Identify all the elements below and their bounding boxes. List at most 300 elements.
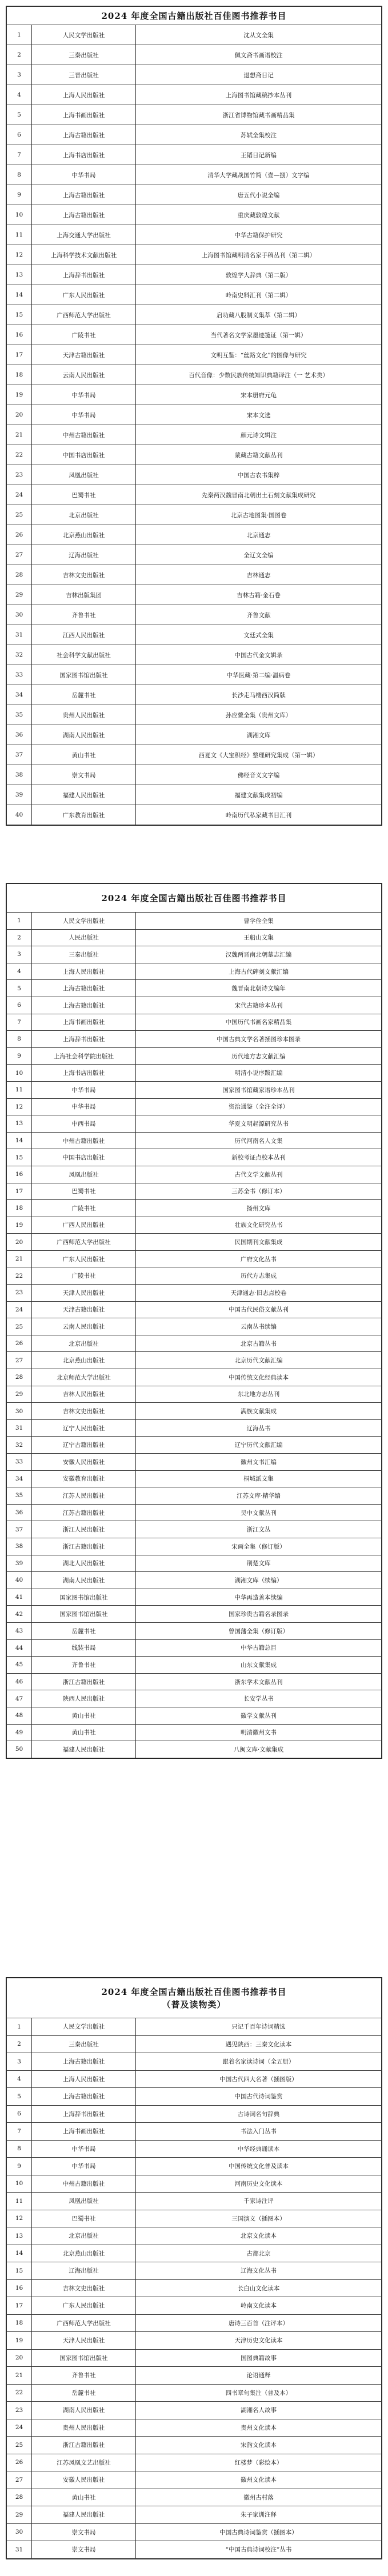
book-title-cell: 颜元诗文辑注 (136, 425, 382, 445)
row-number: 3 (7, 946, 32, 963)
book-title-cell: 佛经音义文字编 (136, 765, 382, 785)
publisher-cell: 北京出版社 (32, 1335, 136, 1352)
publisher-cell: 广西师范大学出版社 (32, 305, 136, 325)
book-title-cell: 中华经典诵读本 (136, 2140, 382, 2158)
book-title-cell: 书法入门丛书 (136, 2123, 382, 2141)
row-number: 22 (7, 2384, 32, 2402)
publisher-cell: 辽宁古籍出版社 (32, 1437, 136, 1454)
publisher-cell: 辽宁人民出版社 (32, 1419, 136, 1437)
publisher-cell: 三秦出版社 (32, 2035, 136, 2053)
book-title-cell: 辽海文化丛书 (136, 2262, 382, 2280)
table-row (7, 1318, 382, 1335)
book-title-cell: 上海图书馆藏明清名家手稿丛刊（第二辑） (136, 245, 382, 265)
book-title-cell: 百代音像：少数民族传统知识典籍译注（一 艺术类） (136, 365, 382, 385)
publisher-cell: 浙江古籍出版社 (32, 1673, 136, 1690)
publisher-cell: 上海古籍出版社 (32, 2053, 136, 2071)
table-row (7, 505, 382, 525)
book-title-cell: 退想斋日记 (136, 65, 382, 85)
table-row (7, 2454, 382, 2471)
table-row (7, 145, 382, 165)
table-row (7, 545, 382, 565)
table-row (7, 2053, 382, 2071)
book-title-cell: 八闽文库·文献集成 (136, 1741, 382, 1758)
row-number: 7 (7, 145, 32, 165)
publisher-cell: 黄山书社 (32, 1724, 136, 1741)
table-row (7, 645, 382, 665)
publisher-cell: 上海人民出版社 (32, 963, 136, 980)
publisher-cell: 广陵书社 (32, 325, 136, 345)
table-subtitle: （普及读物类） (162, 1999, 226, 2010)
table-row (7, 1098, 382, 1115)
row-number: 23 (7, 1285, 32, 1302)
publisher-cell: 吉林文史出版社 (32, 2279, 136, 2297)
publisher-cell: 湖南人民出版社 (32, 2402, 136, 2419)
publisher-cell: 吉林文史出版社 (32, 565, 136, 585)
table-row (7, 605, 382, 625)
publisher-cell: 中西书局 (32, 1115, 136, 1133)
table-row (7, 2279, 382, 2297)
book-title-cell: 中国传统文化普及读本 (136, 2158, 382, 2175)
book-title-cell: 北京古籍丛书 (136, 1335, 382, 1352)
book-title-cell: 汉魏两晋南北朝墓志汇编 (136, 946, 382, 963)
book-title-cell: 壮族文化研究丛书 (136, 1217, 382, 1234)
book-title-cell: 吉林古籍·金石卷 (136, 585, 382, 605)
book-title-cell: 中国古典诗词鉴赏（插图本） (136, 2523, 382, 2541)
row-number: 40 (7, 805, 32, 825)
publisher-cell: 江西人民出版社 (32, 625, 136, 645)
table-row (7, 1724, 382, 1741)
publisher-cell: 黄山书社 (32, 1707, 136, 1724)
publisher-cell: 崇文书局 (32, 765, 136, 785)
publisher-cell: 陕西人民出版社 (32, 1690, 136, 1707)
row-number: 5 (7, 980, 32, 997)
publisher-cell: 吉林文史出版社 (32, 1403, 136, 1420)
table-row (7, 185, 382, 205)
book-title-cell: 苏轼全集校注 (136, 125, 382, 145)
publisher-cell: 上海科学技术文献出版社 (32, 245, 136, 265)
book-title-cell: 国家珍贵古籍名录图录 (136, 1606, 382, 1623)
table-row (7, 165, 382, 185)
table-row (7, 405, 382, 425)
table-row (7, 1657, 382, 1674)
row-number: 10 (7, 1065, 32, 1082)
table-row (7, 1437, 382, 1454)
publisher-cell: 北京燕山出版社 (32, 2245, 136, 2262)
row-number: 8 (7, 1031, 32, 1048)
row-number: 16 (7, 2279, 32, 2297)
publisher-cell: 三晋出版社 (32, 65, 136, 85)
table-row (7, 1200, 382, 1217)
table-row (7, 2140, 382, 2158)
book-title-cell: 江苏文库·精华编 (136, 1487, 382, 1505)
row-number: 28 (7, 1369, 32, 1386)
publisher-cell: 天津古籍出版社 (32, 345, 136, 365)
table-title: 2024 年度全国古籍出版社百佳图书推荐书目 (7, 884, 382, 913)
table-row (7, 1285, 382, 1302)
publisher-cell: 国家图书馆出版社 (32, 1589, 136, 1606)
publisher-cell: 云南人民出版社 (32, 1318, 136, 1335)
book-title-cell: 孙应鳌全集（贵州文库） (136, 705, 382, 725)
publisher-cell: 中华书局 (32, 165, 136, 185)
book-title-cell: 四书章句集注（普及本） (136, 2384, 382, 2402)
publisher-cell: 岳麓书社 (32, 2384, 136, 2402)
book-title-cell: 历代河南名人文集 (136, 1132, 382, 1149)
table-row (7, 45, 382, 65)
row-number: 26 (7, 2454, 32, 2471)
book-title-cell: 当代著名文学家墨迹笺证（第一辑） (136, 325, 382, 345)
title-row (7, 1978, 382, 2018)
book-title-cell: 古都北京 (136, 2245, 382, 2262)
book-title-cell: 新校考证点校本丛刊 (136, 1149, 382, 1166)
table-row (7, 1166, 382, 1183)
table-row (7, 65, 382, 85)
row-number: 14 (7, 285, 32, 305)
table-title-cell (7, 1978, 382, 2018)
row-number: 5 (7, 105, 32, 125)
row-number: 12 (7, 245, 32, 265)
table-row (7, 2158, 382, 2175)
title-row (7, 884, 382, 913)
row-number: 18 (7, 365, 32, 385)
publisher-cell: 中华书局 (32, 1098, 136, 1115)
row-number: 6 (7, 2105, 32, 2123)
publisher-cell: 广东人民出版社 (32, 285, 136, 305)
table-row (7, 2523, 382, 2541)
table-row (7, 1521, 382, 1538)
table-row (7, 525, 382, 545)
publisher-cell: 崇文书局 (32, 2541, 136, 2559)
book-title-cell: 重庆藏敦煌文献 (136, 205, 382, 225)
table-row (7, 2227, 382, 2245)
publisher-cell: 黄山书社 (32, 745, 136, 765)
book-title-cell: 跟着名家读诗词（全五册） (136, 2053, 382, 2071)
row-number: 14 (7, 1132, 32, 1149)
row-number: 24 (7, 1301, 32, 1318)
book-list-table (6, 1978, 382, 2559)
publisher-cell: 中华书局 (32, 385, 136, 405)
publisher-cell: 江苏人民出版社 (32, 1487, 136, 1505)
table-row (7, 1470, 382, 1487)
publisher-cell: 齐鲁书社 (32, 605, 136, 625)
row-number: 18 (7, 1200, 32, 1217)
row-number: 39 (7, 1555, 32, 1572)
book-title-cell: 浙东学术文献丛刊 (136, 1673, 382, 1690)
publisher-cell: 中州古籍出版社 (32, 425, 136, 445)
publisher-cell: 天津人民出版社 (32, 2332, 136, 2350)
publisher-cell: 广陵书社 (32, 1267, 136, 1285)
table-row (7, 585, 382, 605)
row-number: 37 (7, 745, 32, 765)
publisher-cell: 北京出版社 (32, 505, 136, 525)
table-row (7, 1115, 382, 1133)
publisher-cell: 北京出版社 (32, 2227, 136, 2245)
table-row (7, 980, 382, 997)
publisher-cell: 北京师范大学出版社 (32, 1369, 136, 1386)
row-number: 4 (7, 963, 32, 980)
book-title-cell: 国家图书馆藏家谱珍本丛刊 (136, 1081, 382, 1098)
book-title-cell: 北京通志 (136, 525, 382, 545)
book-title-cell: 千家诗注评 (136, 2193, 382, 2210)
row-number: 13 (7, 2227, 32, 2245)
table-row (7, 1386, 382, 1403)
book-title-cell: 天津通志·旧志点校卷 (136, 1285, 382, 1302)
row-number: 15 (7, 1149, 32, 1166)
table-row (7, 1673, 382, 1690)
publisher-cell: 辽海出版社 (32, 545, 136, 565)
publisher-cell: 线装书局 (32, 1639, 136, 1657)
publisher-cell: 中华书局 (32, 2140, 136, 2158)
book-title-cell: 吴中文献丛刊 (136, 1504, 382, 1521)
book-title-cell: 北京古地图集·国图卷 (136, 505, 382, 525)
book-title-cell: 长白山文化读本 (136, 2279, 382, 2297)
publisher-cell: 国家图书馆出版社 (32, 665, 136, 685)
table-row (7, 1031, 382, 1048)
book-title-cell: 满族文献集成 (136, 1403, 382, 1420)
publisher-cell: 广西师范大学出版社 (32, 1234, 136, 1251)
table-row (7, 1555, 382, 1572)
table-row (7, 385, 382, 405)
row-number: 50 (7, 1741, 32, 1758)
row-number: 21 (7, 425, 32, 445)
table-row (7, 963, 382, 980)
row-number: 1 (7, 913, 32, 930)
publisher-cell: 广东人民出版社 (32, 2297, 136, 2315)
row-number: 15 (7, 305, 32, 325)
publisher-cell: 上海古籍出版社 (32, 125, 136, 145)
book-title-cell: 徽学文献丛刊 (136, 1707, 382, 1724)
publisher-cell: 安徽教育出版社 (32, 1470, 136, 1487)
row-number: 31 (7, 625, 32, 645)
book-title-cell: 河南历史文化读本 (136, 2175, 382, 2193)
book-title-cell: 文明互鉴：“丝路文化”的图像与研究 (136, 345, 382, 365)
book-title-cell: 中国历代书画名家精品集 (136, 1014, 382, 1031)
table-row (7, 465, 382, 485)
row-number: 2 (7, 45, 32, 65)
publisher-cell: 上海社会科学院出版社 (32, 1047, 136, 1065)
publisher-cell: 浙江古籍出版社 (32, 1538, 136, 1555)
table-row (7, 745, 382, 765)
publisher-cell: 安徽人民出版社 (32, 1454, 136, 1471)
table-row (7, 1234, 382, 1251)
publisher-cell: 湖南人民出版社 (32, 1572, 136, 1589)
book-title-cell: 福建文献集成初编 (136, 785, 382, 805)
book-title-cell: 唐五代小说全编 (136, 185, 382, 205)
publisher-cell: 黄山书社 (32, 2489, 136, 2506)
publisher-cell: 安徽人民出版社 (32, 2471, 136, 2489)
table-row (7, 2245, 382, 2262)
book-title-cell: 先秦两汉魏晋南北朝出土石刻文献集成研究 (136, 485, 382, 505)
row-number: 30 (7, 2523, 32, 2541)
book-title-cell: 徽州文书汇编 (136, 1454, 382, 1471)
book-title-cell: 上海图书馆藏稿抄本丛刊 (136, 85, 382, 105)
row-number: 4 (7, 85, 32, 105)
row-number: 34 (7, 1470, 32, 1487)
book-title-cell: 北京文化读本 (136, 2227, 382, 2245)
book-title-cell: 红楼梦（彩绘本） (136, 2454, 382, 2471)
publisher-cell: 云南人民出版社 (32, 365, 136, 385)
book-title-cell: 曹学佺全集 (136, 913, 382, 930)
table-row (7, 1639, 382, 1657)
row-number: 48 (7, 1707, 32, 1724)
book-title-cell: 只记千百年诗词精选 (136, 2018, 382, 2036)
publisher-cell: 上海古籍出版社 (32, 185, 136, 205)
publisher-cell: 巴蜀书社 (32, 485, 136, 505)
publisher-cell: 中华书局 (32, 1081, 136, 1098)
table-row (7, 1352, 382, 1369)
book-list-table (6, 883, 382, 1758)
row-number: 29 (7, 1386, 32, 1403)
table-row (7, 1454, 382, 1471)
table-row (7, 913, 382, 930)
table-row (7, 1132, 382, 1149)
row-number: 45 (7, 1657, 32, 1674)
publisher-cell: 吉林人民出版社 (32, 1386, 136, 1403)
publisher-cell: 广东教育出版社 (32, 805, 136, 825)
book-title-cell: “中国古典诗词校注”丛书 (136, 2541, 382, 2559)
recommendation-table-1 (6, 6, 382, 826)
book-title-cell: 中国古代金文辑录 (136, 645, 382, 665)
book-title-cell: 云南丛书续编 (136, 1318, 382, 1335)
publisher-cell: 天津古籍出版社 (32, 1301, 136, 1318)
table-row (7, 2541, 382, 2559)
publisher-cell: 江苏凤凰文艺出版社 (32, 2454, 136, 2471)
row-number: 11 (7, 225, 32, 245)
table-row (7, 205, 382, 225)
row-number: 10 (7, 205, 32, 225)
publisher-cell: 三秦出版社 (32, 45, 136, 65)
book-title-cell: 荆楚文库 (136, 1555, 382, 1572)
book-list-table (6, 6, 382, 825)
row-number: 10 (7, 2175, 32, 2193)
row-number: 2 (7, 2035, 32, 2053)
row-number: 30 (7, 605, 32, 625)
row-number: 29 (7, 2506, 32, 2524)
book-title-cell: 中国古典文学名著插图珍本图录 (136, 1031, 382, 1048)
book-title-cell: 宋画全集（修订版） (136, 1538, 382, 1555)
book-title-cell: 中华古籍保护研究 (136, 225, 382, 245)
table-row (7, 2332, 382, 2350)
row-number: 32 (7, 645, 32, 665)
row-number: 5 (7, 2088, 32, 2106)
row-number: 17 (7, 2297, 32, 2315)
book-title-cell: 唐诗三百首（注评本） (136, 2314, 382, 2332)
table-row (7, 1707, 382, 1724)
row-number: 12 (7, 2210, 32, 2227)
row-number: 33 (7, 1454, 32, 1471)
table-row (7, 1267, 382, 1285)
table-row (7, 2105, 382, 2123)
book-title-cell: 岭南历代私家藏书目汇刊 (136, 805, 382, 825)
book-title-cell: 桐城派文集 (136, 1470, 382, 1487)
row-number: 3 (7, 65, 32, 85)
table-row (7, 225, 382, 245)
table-row (7, 1403, 382, 1420)
publisher-cell: 人民文学出版社 (32, 913, 136, 930)
table-row (7, 105, 382, 125)
publisher-cell: 广西师范大学出版社 (32, 2314, 136, 2332)
table-row (7, 2035, 382, 2053)
book-title-cell: 资治通鉴（全注全译） (136, 1098, 382, 1115)
table-row (7, 2070, 382, 2088)
table-row (7, 2123, 382, 2141)
row-number: 35 (7, 1487, 32, 1505)
book-title-cell: 华夏文明起源研究丛书 (136, 1115, 382, 1133)
row-number: 15 (7, 2262, 32, 2280)
row-number: 14 (7, 2245, 32, 2262)
publisher-cell: 上海书画出版社 (32, 2123, 136, 2141)
table-row (7, 325, 382, 345)
book-title-cell: 清华大学藏战国竹简（壹—捌）文字编 (136, 165, 382, 185)
publisher-cell: 广东人民出版社 (32, 1250, 136, 1267)
row-number: 19 (7, 2332, 32, 2350)
book-title-cell: 全辽文全编 (136, 545, 382, 565)
row-number: 43 (7, 1622, 32, 1639)
row-number: 44 (7, 1639, 32, 1657)
publisher-cell: 岳麓书社 (32, 1622, 136, 1639)
row-number: 7 (7, 2123, 32, 2141)
row-number: 7 (7, 1014, 32, 1031)
row-number: 31 (7, 2541, 32, 2559)
table-row (7, 1217, 382, 1234)
row-number: 12 (7, 1098, 32, 1115)
table-body (7, 25, 382, 825)
book-title-cell: 长安学丛书 (136, 1690, 382, 1707)
row-number: 24 (7, 2419, 32, 2437)
publisher-cell: 国家图书馆出版社 (32, 1606, 136, 1623)
publisher-cell: 上海古籍出版社 (32, 980, 136, 997)
table-row (7, 345, 382, 365)
table-row (7, 265, 382, 285)
table-row (7, 1335, 382, 1352)
row-number: 9 (7, 2158, 32, 2175)
table-row (7, 2437, 382, 2454)
row-number: 8 (7, 165, 32, 185)
book-title-cell: 蒙藏古籍文献丛刊 (136, 445, 382, 465)
table-title: 2024 年度全国古籍出版社百佳图书推荐书目 (7, 7, 382, 25)
recommendation-table-2 (6, 883, 382, 1759)
publisher-cell: 崇文书局 (32, 2523, 136, 2541)
table-row (7, 1419, 382, 1437)
book-title-cell: 历代方志集成 (136, 1267, 382, 1285)
row-number: 38 (7, 765, 32, 785)
book-title-cell: 湖湘名人故事 (136, 2402, 382, 2419)
book-title-cell: 王韬日记新编 (136, 145, 382, 165)
row-number: 11 (7, 1081, 32, 1098)
table-row (7, 997, 382, 1014)
row-number: 41 (7, 1589, 32, 1606)
row-number: 23 (7, 465, 32, 485)
table-row (7, 946, 382, 963)
table-row (7, 1014, 382, 1031)
title-row (7, 7, 382, 25)
row-number: 1 (7, 25, 32, 45)
publisher-cell: 浙江人民出版社 (32, 1521, 136, 1538)
publisher-cell: 福建人民出版社 (32, 785, 136, 805)
book-title-cell: 论语通释 (136, 2367, 382, 2385)
table-row (7, 1572, 382, 1589)
row-number: 31 (7, 1419, 32, 1437)
row-number: 27 (7, 545, 32, 565)
row-number: 19 (7, 1217, 32, 1234)
row-number: 6 (7, 997, 32, 1014)
publisher-cell: 广陵书社 (32, 1200, 136, 1217)
publisher-cell: 上海交通大学出版社 (32, 225, 136, 245)
book-title-cell: 贵州文化读本 (136, 2419, 382, 2437)
book-title-cell: 徽州文化读本 (136, 2471, 382, 2489)
book-title-cell: 三国演义（插图本） (136, 2210, 382, 2227)
publisher-cell: 上海古籍出版社 (32, 997, 136, 1014)
book-title-cell: 中国古代民俗文献丛刊 (136, 1301, 382, 1318)
